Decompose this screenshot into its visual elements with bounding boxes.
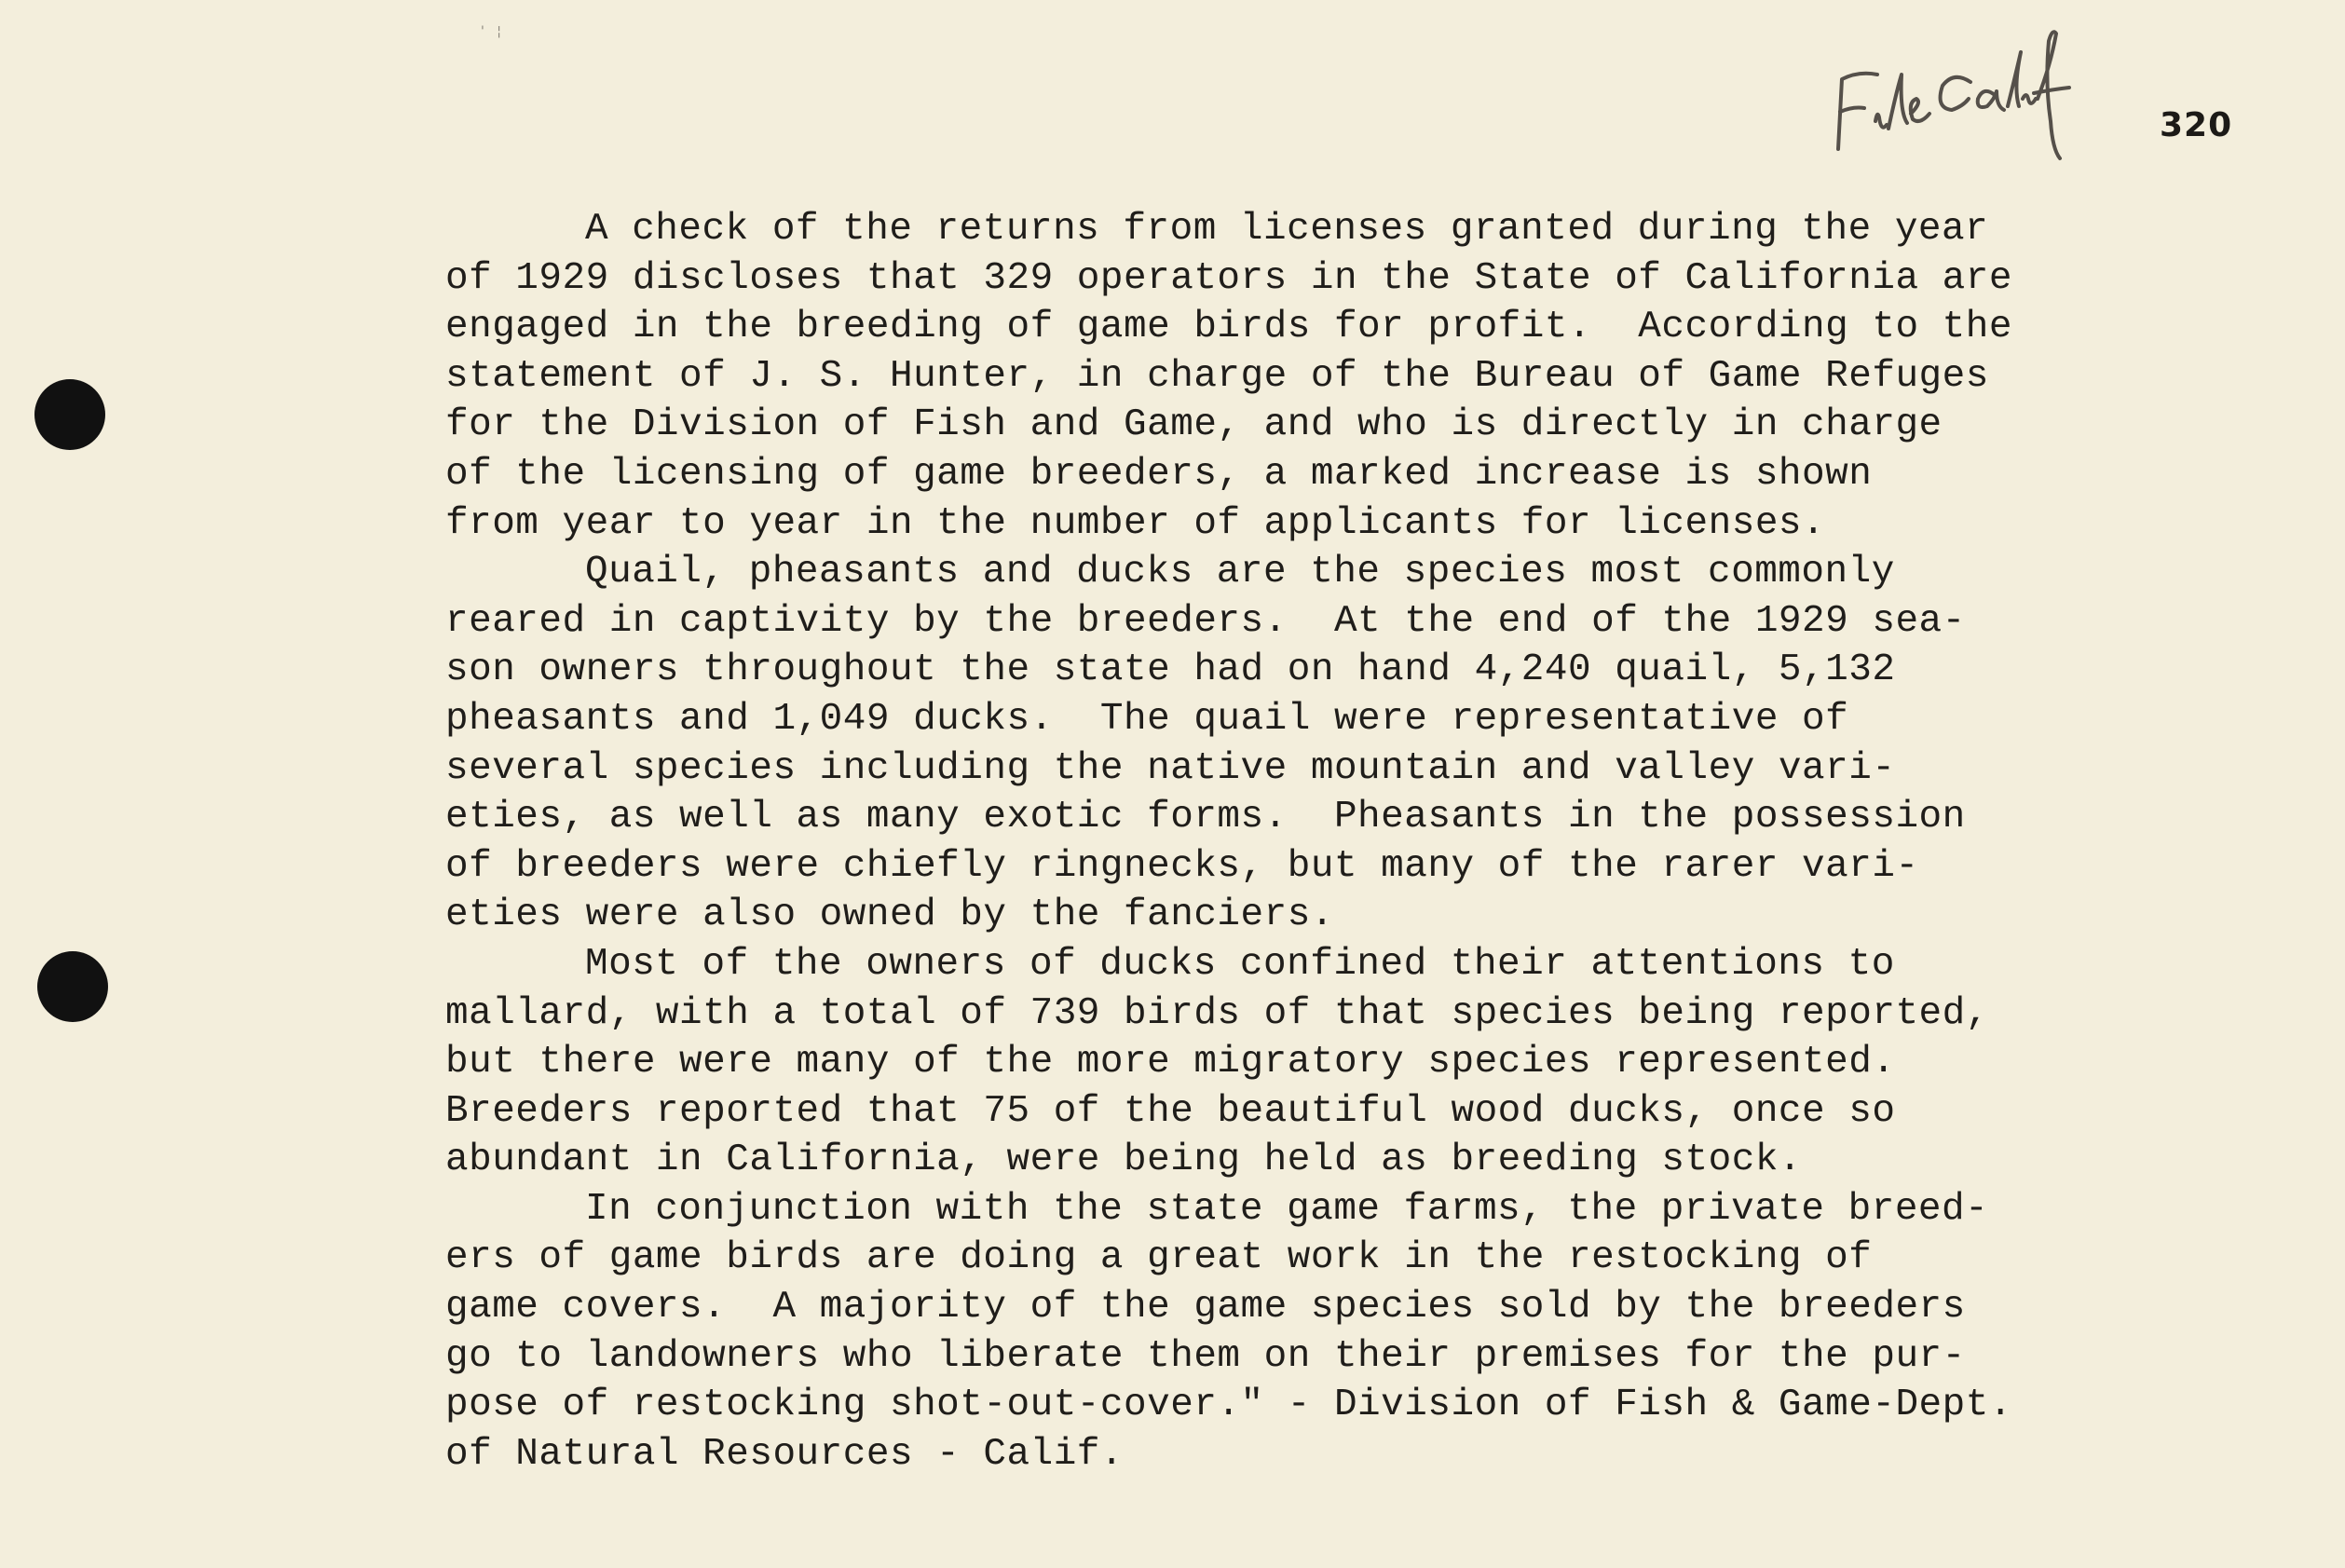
text-line: for the Division of Fish and Game, and who is directly in charge [445,403,1943,447]
text-line: Breeders reported that 75 of the beautiful wood ducks, once so [445,1089,1896,1133]
text-line: Most of the owners of ducks confined their attentions to [585,942,1895,986]
text-line: of the licensing of game breeders, a marked increase is shown [445,452,1873,496]
text-line: mallard, with a total of 739 birds of that species being reported, [445,991,1989,1035]
text-line: go to landowners who liberate them on their premises for the pur- [445,1334,1966,1378]
text-line: eties, as well as many exotic forms. Pheasants in the possession [445,796,1966,839]
text-line: son owners throughout the state had on hand 4,240 quail, 5,132 [445,648,1896,692]
typed-body-text [445,205,2066,1479]
punch-hole [37,951,108,1022]
text-line: several species including the native mountain and valley vari- [445,746,1896,790]
punch-hole [34,379,105,450]
text-line: ers of game birds are doing a great work in the restocking of [445,1236,1873,1280]
text-line: Quail, pheasants and ducks are the species most commonly [585,551,1895,594]
text-line: game covers. A majority of the game species sold by the breeders [445,1286,1966,1329]
text-line: abundant in California, were being held as breeding stock. [445,1139,1803,1182]
text-line: pose of restocking shot-out-cover." - Division of Fish & Game-Dept. [445,1384,2012,1427]
text-line: In conjunction with the state game farms, the private breed- [585,1187,1989,1231]
page-number: 320 [2160,106,2233,144]
text-line: of breeders were chiefly ringnecks, but many of the rarer vari- [445,844,1919,888]
text-line: pheasants and 1,049 ducks. The quail were representative of [445,697,1849,741]
text-line: statement of J. S. Hunter, in charge of the Bureau of Game Refuges [445,354,1989,398]
text-line: of 1929 discloses that 329 operators in the State of California are [445,256,2012,300]
text-line: engaged in the breeding of game birds for profit. According to the [445,306,2012,349]
handwritten-note [1821,9,2101,168]
paper-speck: ' ¦ [481,24,501,39]
text-line: eties were also owned by the fanciers. [445,893,1334,937]
text-line: but there were many of the more migratory species represented. [445,1041,1896,1084]
text-line: of Natural Resources - Calif. [445,1432,1125,1476]
text-line: reared in captivity by the breeders. At the end of the 1929 sea- [445,599,1966,643]
text-line: A check of the returns from licenses granted during the year [585,208,1989,251]
text-line: from year to year in the number of applicants for licenses. [445,501,1826,545]
